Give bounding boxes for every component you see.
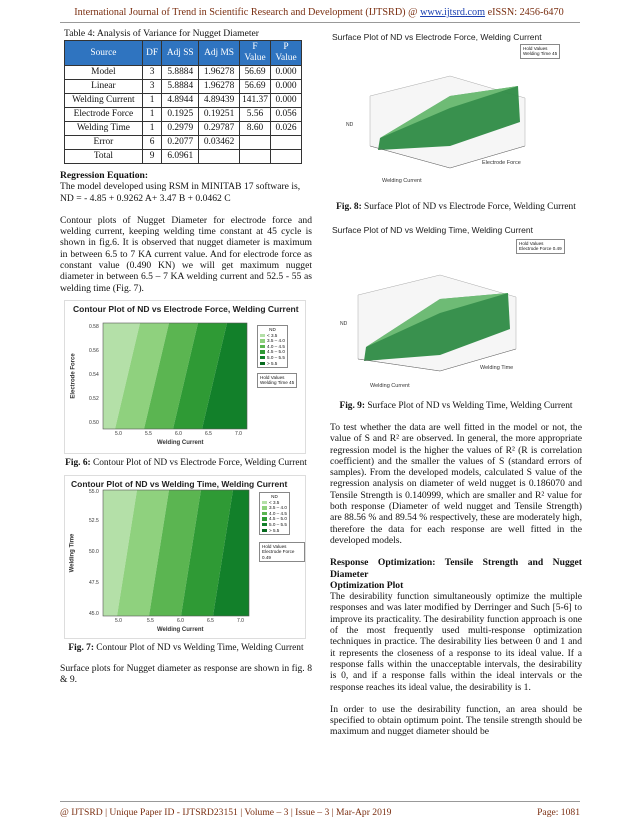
table-cell: 0.000 (271, 66, 302, 80)
fig9-xlabel: Welding Current (370, 383, 410, 389)
table-row (65, 66, 302, 80)
table-cell (240, 136, 271, 150)
regression-heading: Regression Equation: (60, 170, 149, 181)
table-cell: 141.37 (240, 94, 271, 108)
response-optimization-heading: Response Optimization: Tensile Strength and Nugget Diameter (330, 557, 582, 580)
table-cell: 1 (142, 94, 162, 108)
table-caption: Table 4: Analysis of Variance for Nugget Diameter (64, 28, 259, 39)
fig7-ytick: 50.0 (89, 548, 99, 555)
table-cell: 6.0961 (162, 150, 199, 164)
regression-equation: ND = - 4.85 + 0.9262 A+ 3.47 B + 0.0462 C (60, 192, 231, 204)
fig7-caption: Fig. 7: Contour Plot of ND vs Welding Time, Welding Current (68, 642, 304, 653)
fig6-contour-bands (103, 323, 247, 429)
table-cell: 0.1925 (162, 108, 199, 122)
legend-item: < 3.5 (262, 500, 287, 506)
fig7-xlabel: Welding Current (157, 626, 204, 633)
table-row (65, 94, 302, 108)
fig6-ytick: 0.58 (89, 323, 99, 330)
legend-item: 3.5 – 4.0 (260, 338, 285, 344)
fig7-legend (259, 492, 290, 535)
fig6-hold-values: Hold Values Welding Time 45 (257, 373, 297, 388)
table-cell: 56.69 (240, 80, 271, 94)
fig9-caption: Fig. 9: Surface Plot of ND vs Welding Time, Welding Current (339, 401, 573, 411)
surface-paragraph: Surface plots for Nugget diameter as response are shown in fig. 8 & 9. (60, 662, 312, 686)
legend-item: 5.0 – 5.5 (260, 355, 285, 361)
fig9-surface-plot (330, 221, 578, 399)
fig6-xtick: 5.0 (115, 430, 122, 437)
table-header-row (65, 41, 302, 66)
table-cell (240, 150, 271, 164)
col-header: Adj MS (199, 41, 240, 66)
fig9-3d-axes (330, 221, 578, 399)
table-cell: Electrode Force (65, 108, 143, 122)
fig9-title: Surface Plot of ND vs Welding Time, Welding Current (332, 225, 533, 235)
table-row (65, 150, 302, 164)
fig6-xtick: 5.5 (145, 430, 152, 437)
fig6-contour-plot (64, 300, 306, 454)
legend-title: ND (269, 326, 276, 332)
fig8-ylabel: Electrode Force (482, 160, 521, 166)
col-header: Source (65, 41, 143, 66)
header-rule (60, 22, 580, 23)
table-cell: 0.056 (271, 108, 302, 122)
regression-text: The model developed using RSM in MINITAB 17 software is, (60, 181, 301, 193)
table-cell (271, 150, 302, 164)
table-cell: 5.8884 (162, 66, 199, 80)
table-cell: 3 (142, 80, 162, 94)
fig7-xtick: 7.0 (237, 617, 244, 624)
fig7-title: Contour Plot of ND vs Welding Time, Welding Current (71, 478, 288, 489)
fig7-contour-plot (64, 475, 306, 639)
table-cell: 1 (142, 122, 162, 136)
fig6-title: Contour Plot of ND vs Electrode Force, Welding Current (73, 303, 299, 314)
fig6-ytick: 0.50 (89, 419, 99, 426)
table-row (65, 136, 302, 150)
fig9-hold-values: Hold Values Electrode Force 0.49 (516, 239, 565, 254)
table-cell: 8.60 (240, 122, 271, 136)
legend-item: 4.5 – 5.0 (262, 516, 287, 522)
table-cell: Welding Current (65, 94, 143, 108)
fig6-xtick: 7.0 (235, 430, 242, 437)
fig6-xlabel: Welding Current (157, 439, 204, 446)
legend-title: ND (271, 493, 278, 499)
fig8-zlabel: ND (346, 122, 354, 128)
legend-item: 3.5 – 4.0 (262, 505, 287, 511)
fig6-legend (257, 325, 288, 368)
legend-item: 4.5 – 5.0 (260, 349, 285, 355)
fig7-xtick: 5.0 (115, 617, 122, 624)
table-cell: 4.89439 (199, 94, 240, 108)
table-cell (199, 150, 240, 164)
col-header: Adj SS (162, 41, 199, 66)
page-footer (60, 807, 580, 818)
table-cell: 0.000 (271, 80, 302, 94)
fig7-ytick: 47.5 (89, 579, 99, 586)
table-cell (271, 136, 302, 150)
table-cell: 56.69 (240, 66, 271, 80)
table-cell: 1.96278 (199, 66, 240, 80)
fig8-hold-values: Hold Values Welding Time 45 (520, 44, 560, 59)
optimization-plot-heading: Optimization Plot (330, 579, 404, 591)
fig9-ylabel: Welding Time (480, 365, 514, 371)
fig8-3d-axes (330, 28, 578, 198)
fig6-xtick: 6.0 (175, 430, 182, 437)
page-number: Page: 1081 (537, 807, 580, 818)
journal-header: International Journal of Trend in Scientific Research and Development (IJTSRD) @ www.ijtsrd.com eISSN: 2456-6470 (74, 7, 564, 18)
contour-paragraph: Contour plots of Nugget Diameter for electrode force and welding current, keeping welding time constant at 45 cycle is shown in fig.6. It is observed that nugget diameter is maximum in between 6.5 to 7 KA current value. And for electrode force as constant value (0.490 KN) we will get maximum nugget diameter in between 6.5 – 7 KA welding current and 52.5 - 55 as welding time (Fig. 7). (60, 214, 312, 294)
fit-paragraph: To test whether the data are well fitted in the model or not, the value of S and R² are observed. In general, the more appropriate regression model is the higher the values of R² (R is correlation coefficient) and the smaller the values of S (standard errors of samples). From the developed models, calculated S value of the regression analysis on diameter of weld nugget is 0.186070 and Tensile Strength is 0.140999, which are smaller and R² value for both response (Diameter of weld nugget and Tensile Strength) are 88.56 % and 89.54 % respectively, these are moderately high, therefore the data for each response are well fitted in the developed models. (330, 422, 582, 546)
legend-item: 4.0 – 4.5 (262, 511, 287, 517)
fig6-xtick: 6.5 (205, 430, 212, 437)
table-cell: 4.8944 (162, 94, 199, 108)
fig8-caption: Fig. 8: Surface Plot of ND vs Electrode Force, Welding Current (336, 202, 576, 212)
table-cell: 0.29787 (199, 122, 240, 136)
table-cell: Linear (65, 80, 143, 94)
left-column (60, 28, 312, 686)
table-cell: 3 (142, 66, 162, 80)
table-cell: 5.56 (240, 108, 271, 122)
legend-item: > 5.5 (260, 361, 285, 367)
fig7-ytick: 52.5 (89, 517, 99, 524)
anova-table (64, 40, 302, 164)
fig7-contour-bands (103, 490, 249, 616)
legend-item: < 3.5 (260, 333, 285, 339)
fig7-ylabel: Welding Time (69, 533, 76, 573)
fig6-ylabel: Electrode Force (70, 353, 77, 399)
table-cell: 0.19251 (199, 108, 240, 122)
table-row (65, 108, 302, 122)
fig8-surface-plot (330, 28, 578, 198)
legend-item: > 5.5 (262, 528, 287, 534)
table-row (65, 80, 302, 94)
footer-text: @ IJTSRD | Unique Paper ID - IJTSRD23151 | Volume – 3 | Issue – 3 | Mar-Apr 2019 (60, 807, 392, 818)
fig6-ytick: 0.56 (89, 347, 99, 354)
fig8-xlabel: Welding Current (382, 178, 422, 184)
fig9-zlabel: ND (340, 321, 348, 327)
table-cell: 1.96278 (199, 80, 240, 94)
table-cell: Welding Time (65, 122, 143, 136)
table-cell: 0.2077 (162, 136, 199, 150)
order-paragraph: In order to use the desirability function, an area should be specified to obtain optimum point. The tensile strength should be maximum and nugget diameter should be (330, 703, 582, 738)
table-cell: Error (65, 136, 143, 150)
fig8-title: Surface Plot of ND vs Electrode Force, Welding Current (332, 32, 542, 42)
table-cell: 9 (142, 150, 162, 164)
table-cell: 0.026 (271, 122, 302, 136)
fig7-xtick: 5.5 (147, 617, 154, 624)
table-cell: 0.2979 (162, 122, 199, 136)
fig6-ytick: 0.54 (89, 371, 99, 378)
table-row (65, 122, 302, 136)
footer-rule (60, 801, 580, 802)
table-cell: 0.03462 (199, 136, 240, 150)
table-cell: Total (65, 150, 143, 164)
right-column (330, 28, 582, 738)
fig7-hold-values: Hold Values Electrode Force 0.49 (259, 542, 305, 562)
table-cell: 6 (142, 136, 162, 150)
fig7-xtick: 6.5 (207, 617, 214, 624)
table-cell: 0.000 (271, 94, 302, 108)
col-header: F Value (240, 41, 271, 66)
legend-item: 5.0 – 5.5 (262, 522, 287, 528)
col-header: P Value (271, 41, 302, 66)
fig7-xtick: 6.0 (177, 617, 184, 624)
fig7-ytick: 55.0 (89, 488, 99, 495)
table-cell: 5.8884 (162, 80, 199, 94)
journal-url[interactable]: www.ijtsrd.com (420, 7, 486, 18)
fig7-ytick: 45.0 (89, 610, 99, 617)
fig6-ytick: 0.52 (89, 395, 99, 402)
table-cell: Model (65, 66, 143, 80)
col-header: DF (142, 41, 162, 66)
table-cell: 1 (142, 108, 162, 122)
fig6-caption: Fig. 6: Contour Plot of ND vs Electrode Force, Welding Current (65, 457, 307, 468)
desirability-paragraph: The desirability function simultaneously optimize the multiple responses and was later modified by Derringer and Such [5-6] to improve its practicality. The desirability function approach is one of the most frequently used multi-response optimization techniques in practice. The desirability lies between 0 and 1 and it represents the closeness of a response to its ideal value. If a response falls within the unacceptable intervals, the desirability is 0, and if a response falls within the ideal intervals or the response reaches its ideal value, the desirability is 1. (330, 591, 582, 693)
legend-item: 4.0 – 4.5 (260, 344, 285, 350)
